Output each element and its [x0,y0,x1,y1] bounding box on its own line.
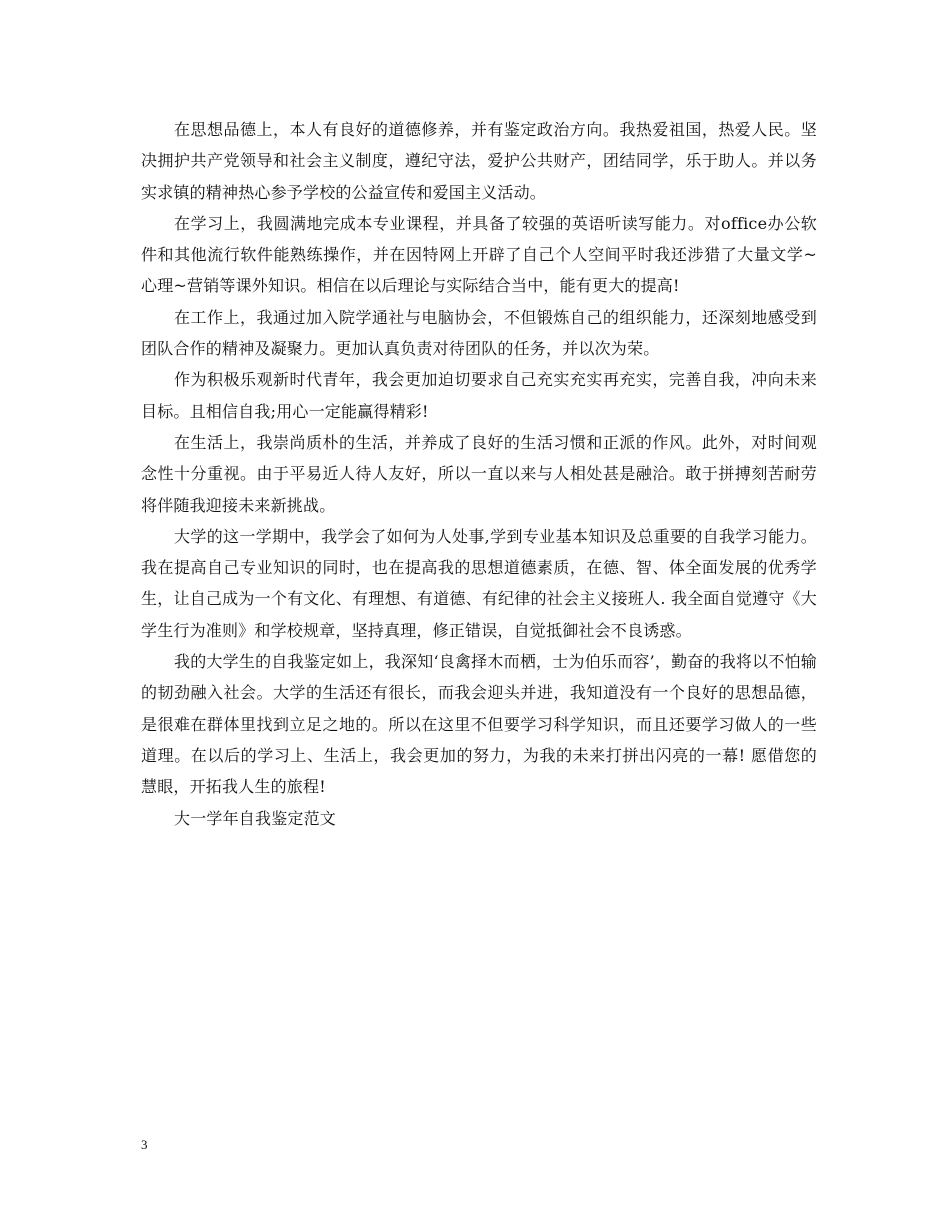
document-body [141,114,817,834]
paragraph-study: 在学习上，我圆满地完成本专业课程，并具备了较强的英语听读写能力。对office办公软件和其他流行软件能熟练操作，并在因特网上开辟了自己个人空间平时我还涉猎了大量文学~心理~营销等课外知识。相信在以后理论与实际结合当中，能有更大的提高! [141,213,817,296]
paragraph-life: 在生活上，我崇尚质朴的生活，并养成了良好的生活习惯和正派的作风。此外，对时间观念性十分重视。由于平易近人待人友好，所以一直以来与人相处甚是融洽。敢于拼搏刻苦耐劳将伴随我迎接未来新挑战。 [141,432,817,515]
page-number: 3 [141,1137,148,1152]
paragraph-work: 在工作上，我通过加入院学通社与电脑协会，不但锻炼自己的组织能力，还深刻地感受到团队合作的精神及凝聚力。更加认真负责对待团队的任务，并以次为荣。 [141,307,817,359]
paragraph-next-title: 大一学年自我鉴定范文 [174,808,337,828]
paragraph-conclusion: 我的大学生的自我鉴定如上，我深知‘良禽择木而栖，士为伯乐而容’，勤奋的我将以不怕输的韧劲融入社会。大学的生活还有很长，而我会迎头并进，我知道没有一个良好的思想品德，是很难在群体里找到立足之地的。所以在这里不但要学习科学知识，而且还要学习做人的一些道理。在以后的学习上、生活上，我会更加的努力，为我的未来打拼出闪亮的一幕! 愿借您的慧眼，开拓我人生的旅程! [141,652,817,797]
paragraph-attitude: 作为积极乐观新时代青年，我会更加迫切要求自己充实充实再充实，完善自我，冲向未来目标。且相信自我;用心一定能赢得精彩! [141,370,817,421]
paragraph-moral-character: 在思想品德上，本人有良好的道德修养，并有鉴定政治方向。我热爱祖国，热爱人民。坚决拥护共产党领导和社会主义制度，遵纪守法，爱护公共财产，团结同学，乐于助人。并以务实求镇的精神热心参予学校的公益宣传和爱国主义活动。 [141,120,817,202]
paragraph-semester: 大学的这一学期中，我学会了如何为人处事,学到专业基本知识及总重要的自我学习能力。我在提高自己专业知识的同时，也在提高我的思想道德素质，在德、智、体全面发展的优秀学生，让自己成为一个有文化、有理想、有道德、有纪律的社会主义接班人. 我全面自觉遵守《大学生行为准则》和学校规章，坚持真理，修正错误，自觉抵御社会不良诱惑。 [141,526,817,640]
